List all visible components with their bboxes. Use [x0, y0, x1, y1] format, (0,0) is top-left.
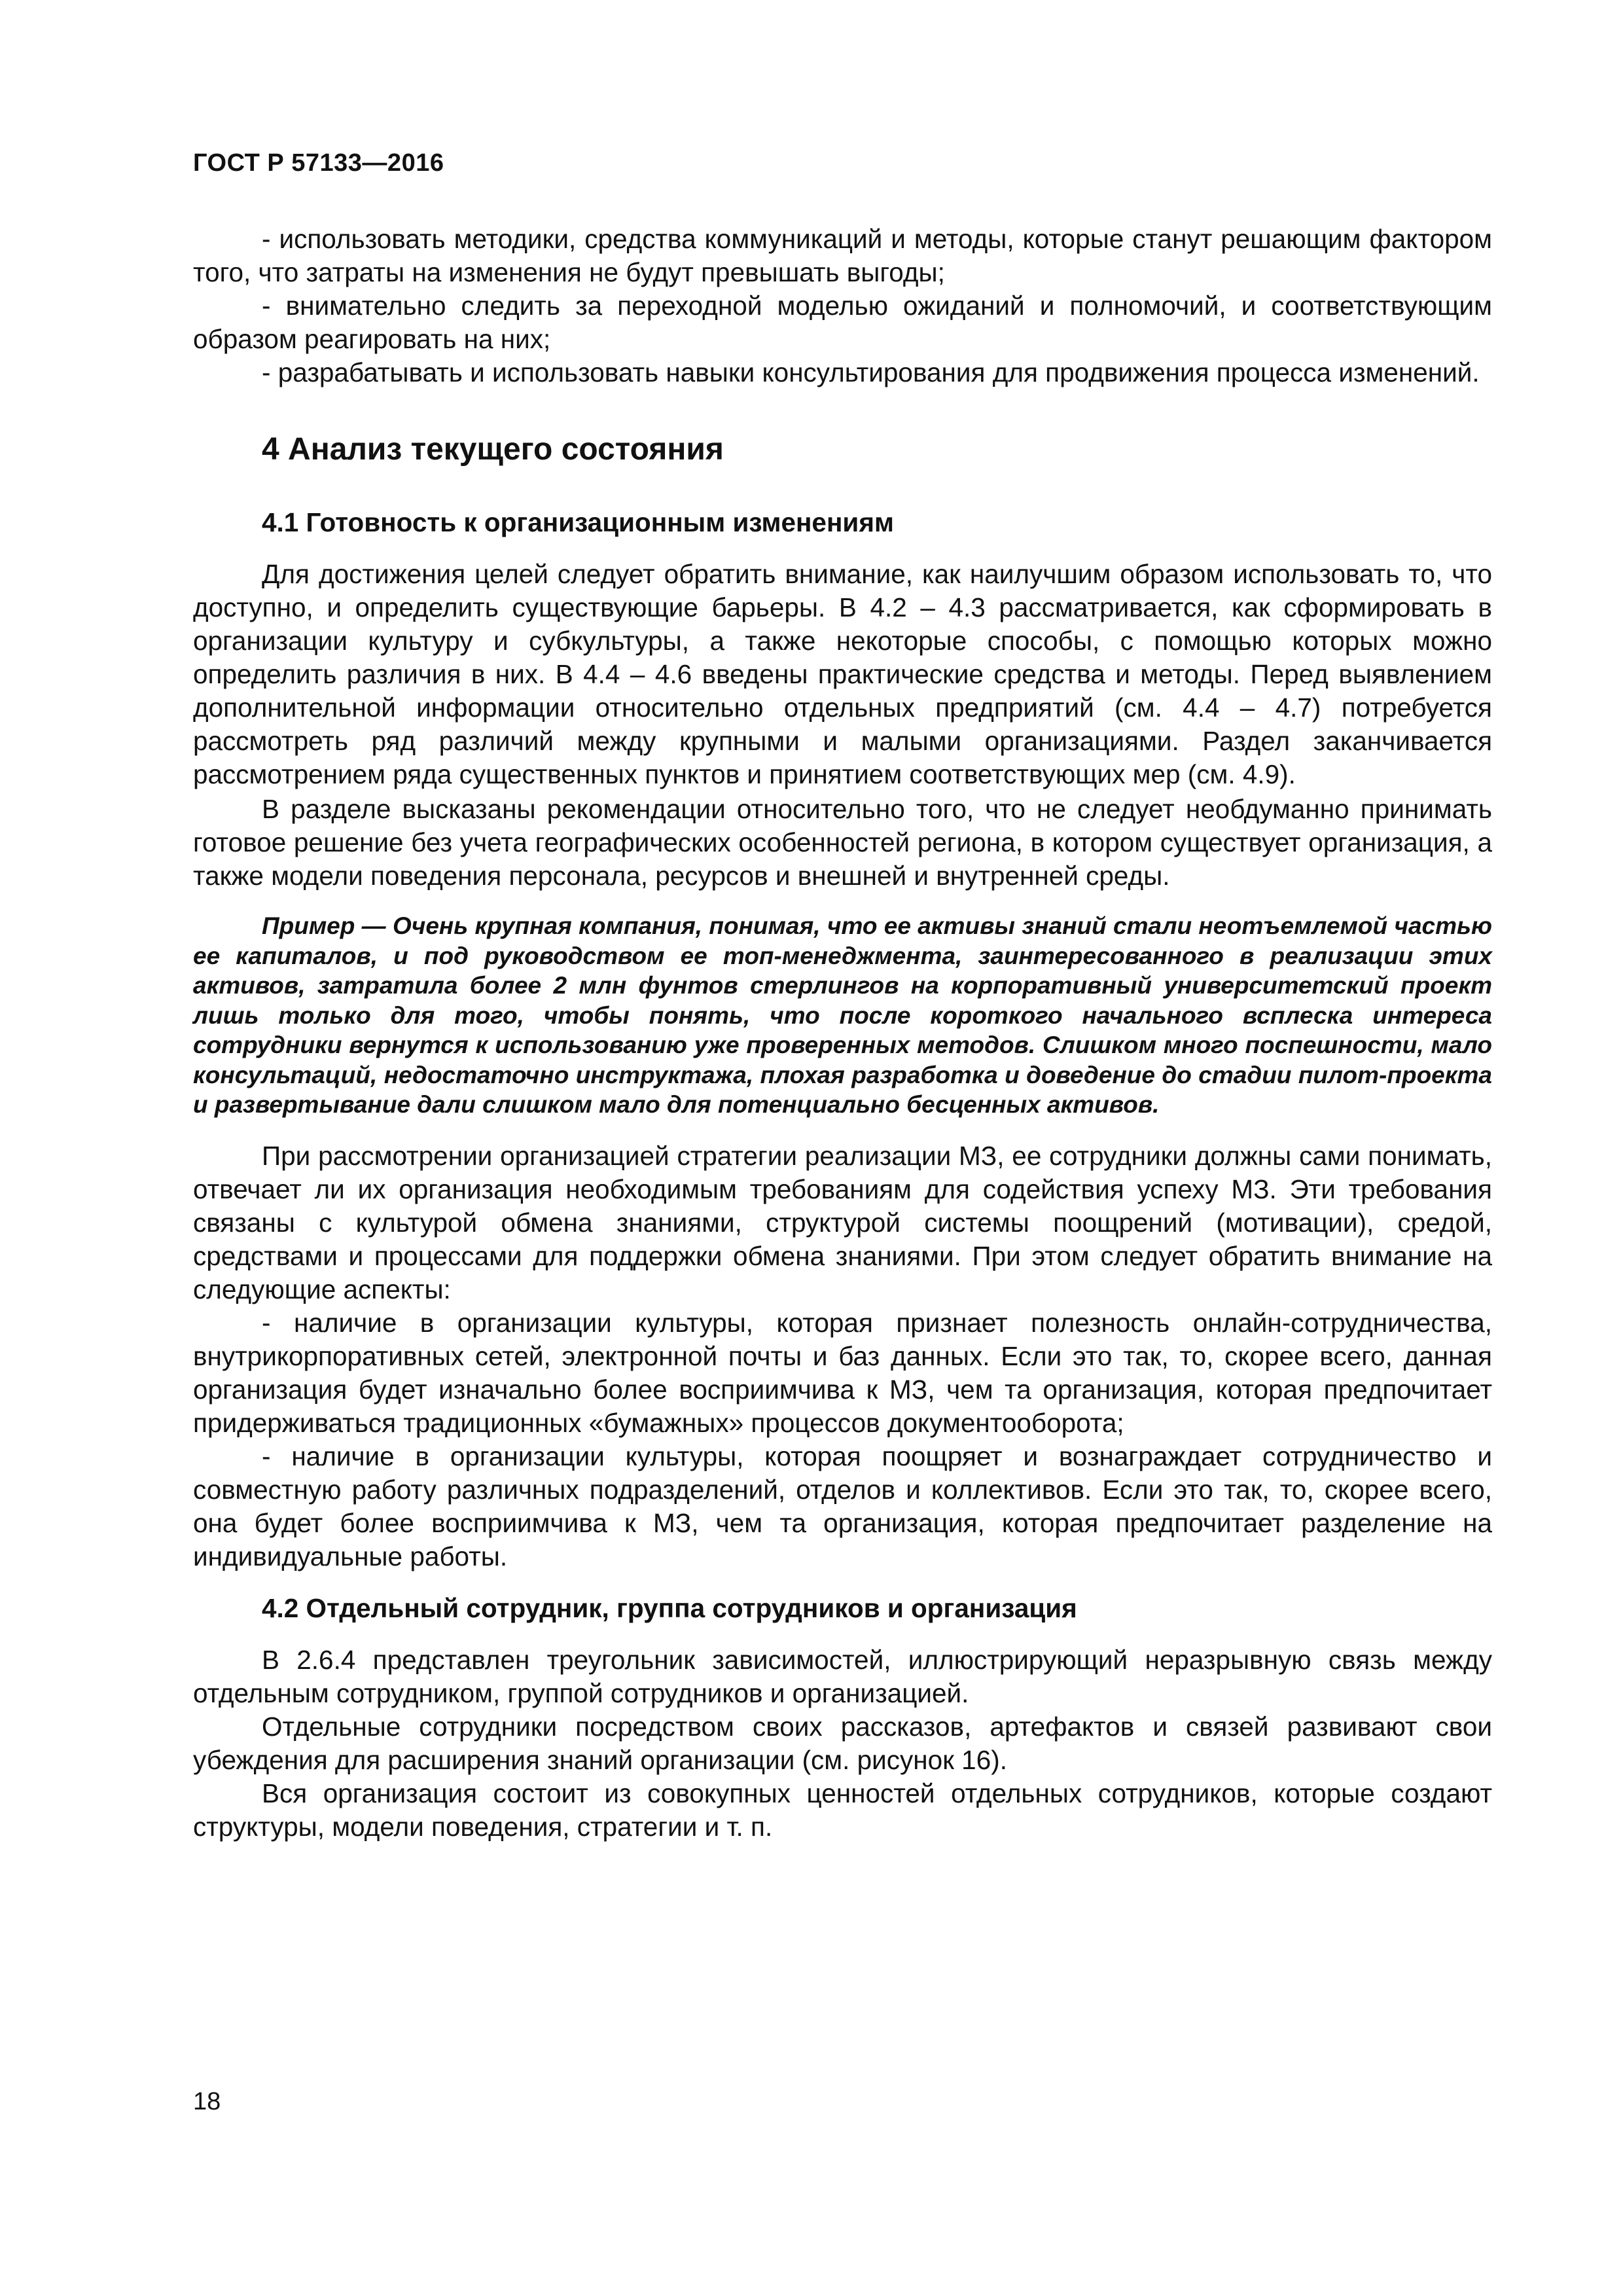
document-code-header: ГОСТ Р 57133—2016: [193, 149, 444, 177]
list-item-methods: - использовать методики, средства коммуникаций и методы, которые станут решающим фактором того, что затраты на изменения не будут превышать выгоды;: [193, 224, 1492, 287]
paragraph-4-2-employees: Отдельные сотрудники посредством своих рассказов, артефактов и связей развивают свои убеждения для расширения знаний организации (см. рисунок 16).: [193, 1711, 1492, 1775]
subsection-heading-4-2: 4.2 Отдельный сотрудник, группа сотрудников и организация: [262, 1592, 1077, 1623]
document-body: [193, 223, 1492, 1844]
paragraph-4-1-strategy: При рассмотрении организацией стратегии реализации МЗ, ее сотрудники должны сами понимать, отвечает ли их организация необходимым требованиям для содействия успеху МЗ. Эти требования связаны с культурой обмена знаниями, структурой системы поощрений (мотивации), средой, средствами и процессами для поддержки обмена знаниями. При этом следует обратить внимание на следующие аспекты:: [193, 1140, 1492, 1304]
paragraph-4-2-organization: Вся организация состоит из совокупных ценностей отдельных сотрудников, которые создают структуры, модели поведения, стратегии и т. п.: [193, 1778, 1492, 1842]
bullet-online-collaboration: - наличие в организации культуры, которая признает полезность онлайн-сотрудничества, внутрикорпоративных сетей, электронной почты и баз данных. Если это так, то, скорее всего, данная организация будет изначально более восприимчива к МЗ, чем та организация, которая предпочитает придерживаться традиционных «бумажных» процессов документооборота;: [193, 1307, 1492, 1438]
section-heading-4: 4 Анализ текущего состояния: [262, 432, 724, 467]
bullet-cooperation-culture: - наличие в организации культуры, которая поощряет и вознаграждает сотрудничество и совместную работу различных подразделений, отделов и коллективов. Если это так, то, скорее всего, она будет более восприимчива к МЗ, чем та организация, которая предпочитает разделение на индивидуальные работы.: [193, 1441, 1492, 1571]
paragraph-4-2-triangle: В 2.6.4 представлен треугольник зависимостей, иллюстрирующий неразрывную связь между отдельным сотрудником, группой сотрудников и организацией.: [193, 1644, 1492, 1708]
example-note: Пример — Очень крупная компания, понимая, что ее активы знаний стали неотъемлемой частью ее капиталов, и под руководством ее топ-менеджмента, заинтересованного в реализации этих активов, затратила более 2 млн фунтов стерлингов на корпоративный университетский проект лишь только для того, чтобы понять, что после короткого начального всплеска интереса сотрудники вернутся к использованию уже проверенных методов. Слишком много поспешности, мало консультаций, недостаточно инструктажа, плохая разработка и доведение до стадии пилот-проекта и развертывание дали слишком мало для потенциально бесценных активов.: [193, 912, 1492, 1118]
subsection-heading-4-1: 4.1 Готовность к организационным изменениям: [262, 507, 894, 537]
list-item-monitor-model: - внимательно следить за переходной моделью ожиданий и полномочий, и соответствующим образом реагировать на них;: [193, 291, 1492, 354]
paragraph-4-1-goals: Для достижения целей следует обратить внимание, как наилучшим образом использовать то, что доступно, и определить существующие барьеры. В 4.2 – 4.3 рассматривается, как сформировать в организации культуру и субкультуры, а также некоторые способы, с помощью которых можно определить различия в них. В 4.4 – 4.6 введены практические средства и методы. Перед выявлением дополнительной информации относительно отдельных предприятий (см. 4.4 – 4.7) потребуется рассмотреть ряд различий между крупными и малыми организациями. Раздел заканчивается рассмотрением ряда существенных пунктов и принятием соответствующих мер (см. 4.9).: [193, 559, 1492, 789]
page-number: 18: [193, 2088, 221, 2115]
paragraph-4-1-recommendations: В разделе высказаны рекомендации относительно того, что не следует необдуманно принимать готовое решение без учета географических особенностей региона, в котором существует организация, а также модели поведения персонала, ресурсов и внешней и внутренней среды.: [193, 794, 1492, 891]
list-item-consulting-skills: - разрабатывать и использовать навыки консультирования для продвижения процесса изменений.: [262, 357, 1480, 387]
